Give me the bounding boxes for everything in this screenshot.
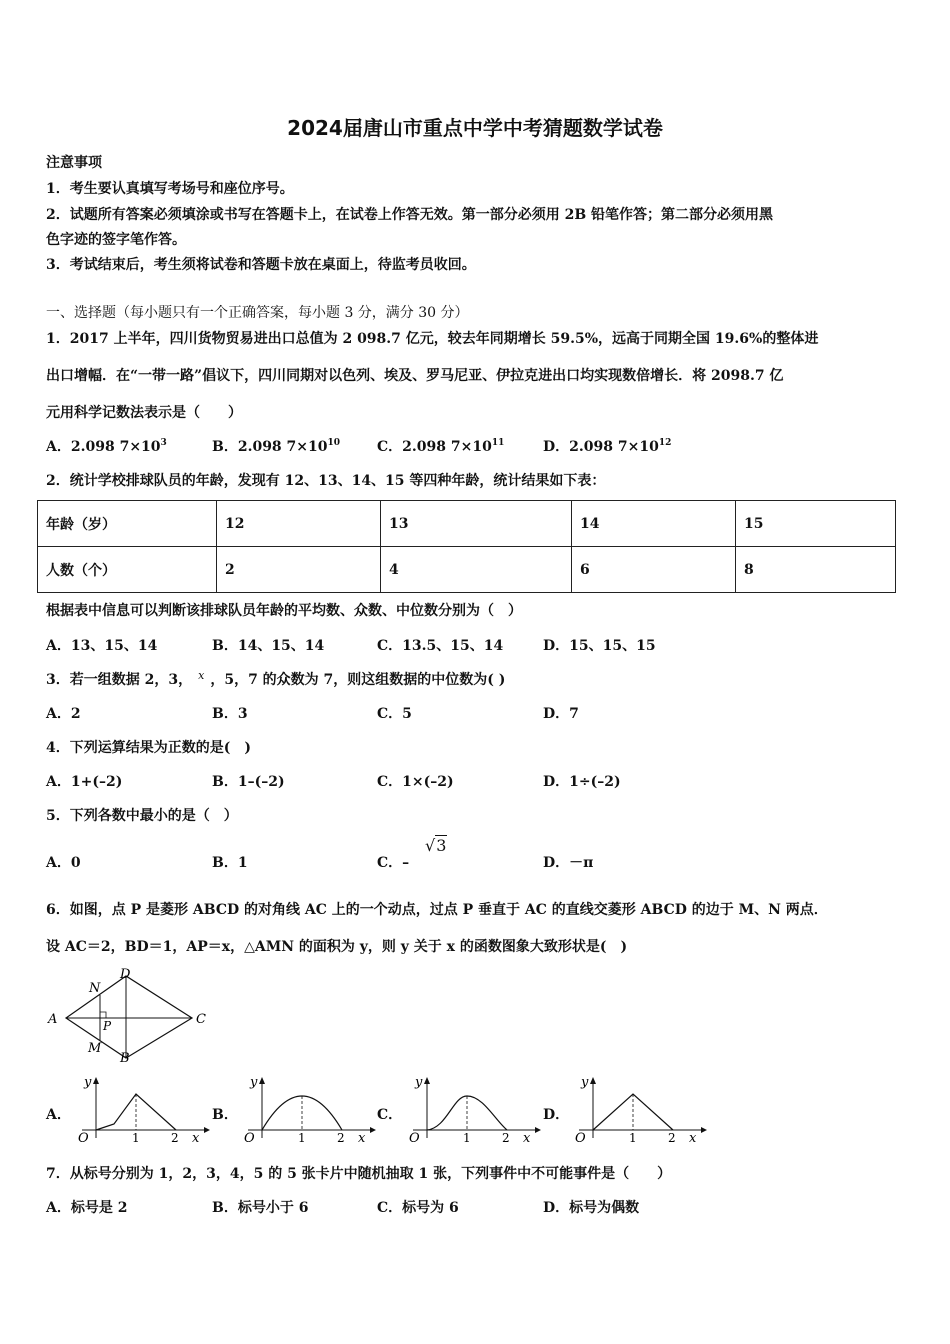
q6-option-d[interactable]: D． <box>543 1107 570 1123</box>
label-b: B <box>120 1051 130 1066</box>
q5-stem: 5．下列各数中最小的是（ ） <box>46 808 238 824</box>
table-row <box>38 501 896 547</box>
notice-item-3: 3．考试结束后，考生须将试卷和答题卡放在桌面上，待监考员收回。 <box>46 257 476 273</box>
q5-option-a[interactable]: A．0 <box>46 855 81 871</box>
svg-text:x: x <box>192 1131 200 1144</box>
q7-option-b[interactable]: B．标号小于 6 <box>212 1200 309 1216</box>
page-title: 2024届唐山市重点中学中考猜题数学试卷 <box>287 116 663 140</box>
q7-stem: 7．从标号分别为 1，2，3，4，5 的 5 张卡片中随机抽取 1 张，下列事件中不可能事件是（ ） <box>46 1166 672 1182</box>
q5-option-d[interactable]: D．－π <box>543 855 594 871</box>
sqrt-symbol: √3 <box>425 836 447 855</box>
svg-text:1: 1 <box>629 1131 637 1144</box>
table-cell: 4 <box>381 547 572 593</box>
label-a: A <box>48 1012 58 1027</box>
q3-option-c[interactable]: C．5 <box>377 706 412 722</box>
svg-text:x: x <box>689 1131 697 1144</box>
graph-b[interactable] <box>238 1072 378 1144</box>
label-m: M <box>88 1041 102 1056</box>
notice-item-1: 1．考生要认真填写考场号和座位序号。 <box>46 181 294 197</box>
svg-text:1: 1 <box>132 1131 140 1144</box>
q4-option-d[interactable]: D．1÷(–2) <box>543 774 621 790</box>
q1-line-1: 1．2017 上半年，四川货物贸易进出口总值为 2 098.7 亿元，较去年同期增长 59.5%，远高于同期全国 19.6%的整体进 <box>46 331 819 347</box>
svg-text:2: 2 <box>337 1131 345 1144</box>
svg-text:y: y <box>415 1075 423 1090</box>
q1-option-b[interactable]: B．2.098 $7\times 10^{10}$ <box>212 438 341 455</box>
q4-option-b[interactable]: B．1–(–2) <box>212 774 285 790</box>
q1-line-3: 元用科学记数法表示是（ ） <box>46 405 242 421</box>
q6-line-1: 6．如图，点 P 是菱形 ABCD 的对角线 AC 上的一个动点，过点 P 垂直于 AC 的直线交菱形 ABCD 的边于 M、N 两点． <box>46 902 828 918</box>
svg-text:x: x <box>358 1131 366 1144</box>
q6-line-2: 设 AC＝2，BD＝1，AP＝x，△AMN 的面积为 y，则 y 关于 x 的函数图象大致形状是( ) <box>46 939 628 955</box>
q3-option-d[interactable]: D．7 <box>543 706 579 722</box>
table-cell: 2 <box>217 547 381 593</box>
q5-option-b[interactable]: B．1 <box>212 855 248 871</box>
q1-line-2: 出口增幅．在“一带一路”倡议下，四川同期对以色列、埃及、罗马尼亚、伊拉克进出口均实现数倍增长．将 2098.7 亿 <box>46 368 784 384</box>
svg-text:y: y <box>84 1075 92 1090</box>
q7-option-d[interactable]: D．标号为偶数 <box>543 1200 640 1216</box>
table-cell: 13 <box>381 501 572 547</box>
q6-option-a[interactable]: A． <box>46 1107 71 1123</box>
section-heading: 一、选择题（每小题只有一个正确答案，每小题 3 分，满分 30 分） <box>46 305 469 321</box>
table-row <box>38 547 896 593</box>
notice-item-2-cont: 色字迹的签字笔作答。 <box>46 232 186 248</box>
q3-option-b[interactable]: B．3 <box>212 706 248 722</box>
svg-text:2: 2 <box>502 1131 510 1144</box>
q7-option-a[interactable]: A．标号是 2 <box>46 1200 128 1216</box>
table-cell: 14 <box>572 501 736 547</box>
svg-text:2: 2 <box>668 1131 676 1144</box>
table-cell: 6 <box>572 547 736 593</box>
svg-text:y: y <box>581 1075 589 1090</box>
label-d: D <box>120 967 131 982</box>
svg-text:O: O <box>78 1131 89 1144</box>
label-n: N <box>89 981 101 996</box>
q2-option-a[interactable]: A．13、15、14 <box>46 638 158 654</box>
q3-variable: x <box>198 669 205 682</box>
q4-option-a[interactable]: A．1+(–2) <box>46 774 123 790</box>
q7-option-c[interactable]: C．标号为 6 <box>377 1200 459 1216</box>
q6-option-c[interactable]: C． <box>377 1107 403 1123</box>
svg-text:O: O <box>244 1131 255 1144</box>
q2-option-d[interactable]: D．15、15、15 <box>543 638 656 654</box>
q1-option-c[interactable]: C．2.098 $7\times 10^{11}$ <box>377 438 505 455</box>
table-cell: 人数（个） <box>38 547 217 593</box>
svg-text:2: 2 <box>171 1131 179 1144</box>
svg-text:1: 1 <box>463 1131 471 1144</box>
age-table <box>37 500 896 593</box>
q3-option-a[interactable]: A．2 <box>46 706 81 722</box>
svg-text:O: O <box>575 1131 586 1144</box>
graph-d[interactable] <box>569 1072 709 1144</box>
rhombus-figure <box>44 962 214 1068</box>
q2-option-c[interactable]: C．13.5、15、14 <box>377 638 504 654</box>
q3-stem: 3．若一组数据 2，3， $^x$ ，5，7 的众数为 7，则这组数据的中位数为( ) <box>46 669 506 688</box>
label-p: P <box>103 1019 112 1033</box>
q6-option-b[interactable]: B． <box>212 1107 238 1123</box>
q5-option-c[interactable]: C．– √3 <box>377 836 447 871</box>
svg-text:O: O <box>409 1131 420 1144</box>
notice-heading: 注意事项 <box>46 155 102 171</box>
q1-option-d[interactable]: D．2.098 $7\times 10^{12}$ <box>543 438 672 455</box>
table-cell: 15 <box>736 501 896 547</box>
q2-option-b[interactable]: B．14、15、14 <box>212 638 325 654</box>
table-cell: 12 <box>217 501 381 547</box>
notice-item-2: 2．试题所有答案必须填涂或书写在答题卡上，在试卷上作答无效。第一部分必须用 2B 铅笔作答；第二部分必须用黑 <box>46 207 774 223</box>
svg-text:1: 1 <box>298 1131 306 1144</box>
q4-stem: 4．下列运算结果为正数的是( ) <box>46 740 251 756</box>
q2-stem: 2．统计学校排球队员的年龄，发现有 12、13、14、15 等四种年龄，统计结果如下表： <box>46 473 606 489</box>
q4-option-c[interactable]: C．1×(–2) <box>377 774 454 790</box>
graph-c[interactable] <box>403 1072 543 1144</box>
svg-text:x: x <box>523 1131 531 1144</box>
graph-a[interactable] <box>72 1072 212 1144</box>
table-cell: 8 <box>736 547 896 593</box>
table-cell: 年龄（岁） <box>38 501 217 547</box>
svg-text:y: y <box>250 1075 258 1090</box>
q1-option-a[interactable]: A．2.098 $7\times 10^3$ <box>46 438 167 455</box>
q2-question: 根据表中信息可以判断该排球队员年龄的平均数、众数、中位数分别为（ ） <box>46 603 522 619</box>
label-c: C <box>196 1012 206 1027</box>
